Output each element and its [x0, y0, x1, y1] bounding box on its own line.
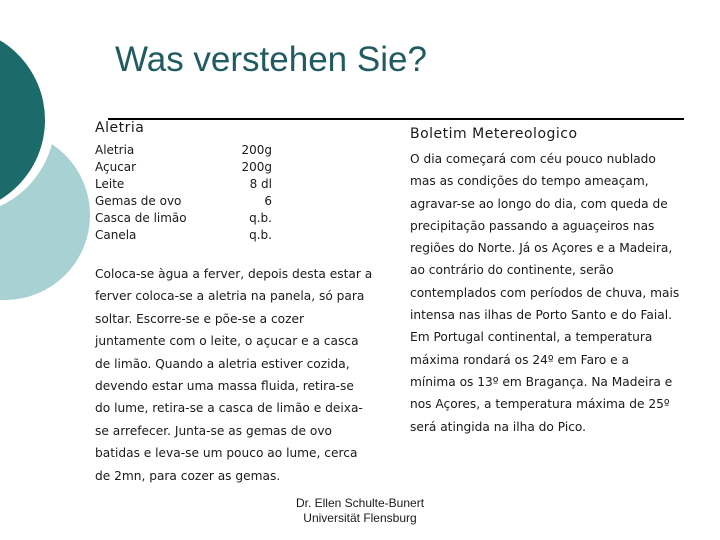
ingredient-qty: q.b.: [249, 228, 272, 242]
title-divider: [108, 118, 684, 120]
recipe-instructions: [95, 263, 395, 487]
recipe-line: do lume, retira-se a casca de limão e deixa-: [95, 401, 363, 416]
ingredient-name: Leite: [95, 177, 125, 191]
ingredient-name: Açucar: [95, 160, 137, 174]
ingredient-qty: 6: [264, 194, 272, 208]
recipe-line: juntamente com o leite, o açucar e a casca: [95, 334, 359, 349]
weather-line: nos Açores, a temperatura máxima de 25º: [410, 397, 670, 412]
weather-line: Em Portugal continental, a temperatura: [410, 330, 653, 345]
weather-line: regiões do Norte. Já os Açores e a Madeira,: [410, 241, 673, 256]
weather-line: intensa nas ilhas de Porto Santo e do Faial.: [410, 308, 672, 323]
recipe-line: devendo estar uma massa fluida, retira-se: [95, 379, 354, 394]
weather-line: precipitação passando a aguaçeiros nas: [410, 218, 655, 233]
author-footer: [260, 496, 460, 526]
ingredient-name: Aletria: [95, 143, 135, 157]
ingredient-name: Canela: [95, 228, 137, 242]
recipe-line: Coloca-se àgua a ferver, depois desta estar a: [95, 267, 373, 281]
recipe-line: batidas e leva-se um pouco ao lume, cerca: [95, 446, 358, 461]
recipe-line: soltar. Escorre-se e põe-se a cozer: [95, 311, 305, 326]
recipe-line: de 2mn, para cozer as gemas.: [95, 468, 281, 483]
weather-line: será atingida na ilha do Pico.: [410, 419, 587, 434]
recipe-line: ferver coloca-se a aletria na panela, só para: [95, 289, 365, 304]
weather-line: contemplados com períodos de chuva, mais: [410, 285, 680, 300]
recipe-line: de limão. Quando a aletria estiver cozida,: [95, 356, 350, 371]
ingredient-name: Gemas de ovo: [95, 194, 182, 208]
weather-report: [410, 148, 710, 438]
ingredient-qty: 200g: [241, 160, 272, 174]
weather-line: mínima os 13º em Bragança. Na Madeira e: [410, 374, 673, 389]
ingredient-qty: 8 dl: [249, 177, 272, 191]
author-name: Dr. Ellen Schulte-Bunert: [295, 496, 425, 510]
recipe-heading: Aletria: [95, 120, 145, 136]
ingredient-name: Casca de limão: [95, 211, 187, 225]
weather-heading: Boletim Metereologico: [410, 126, 578, 142]
weather-line: máxima rondará os 24º em Faro e a: [410, 352, 629, 367]
page-title: Was verstehen Sie?: [115, 40, 427, 79]
ingredient-names: [95, 142, 187, 244]
author-affiliation: Universität Flensburg: [303, 511, 417, 525]
ingredient-qty: q.b.: [249, 211, 272, 225]
ingredient-quantities: [210, 142, 272, 244]
weather-line: agravar-se ao longo do dia, com queda de: [410, 196, 668, 211]
weather-line: ao contrário do continente, serão: [410, 263, 614, 278]
weather-line: mas as condições do tempo ameaçam,: [410, 174, 649, 189]
ingredient-qty: 200g: [241, 143, 272, 157]
weather-line: O dia começará com céu pouco nublado: [410, 152, 656, 166]
recipe-line: se arrefecer. Junta-se as gemas de ovo: [95, 423, 332, 438]
decorative-circles: [0, 0, 110, 300]
